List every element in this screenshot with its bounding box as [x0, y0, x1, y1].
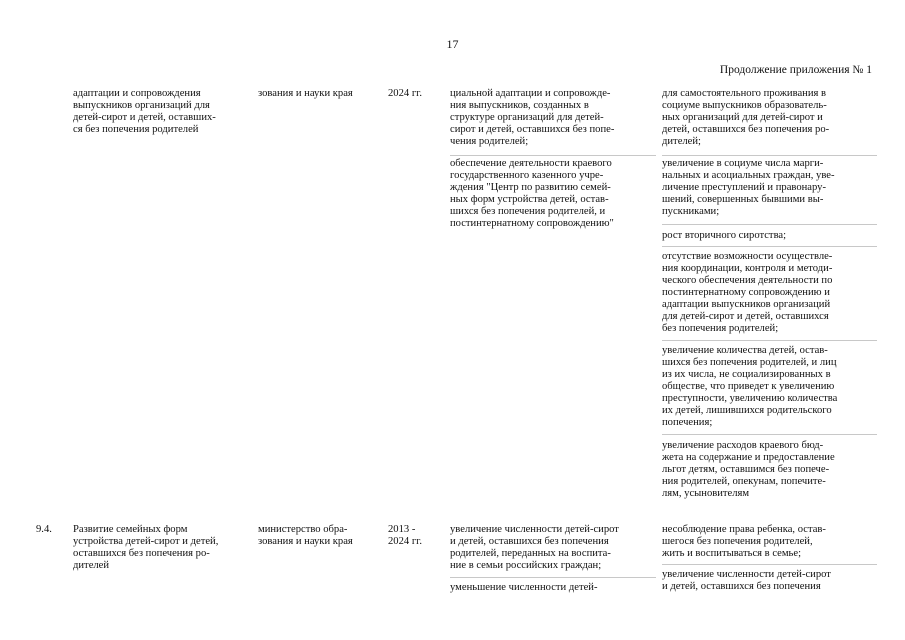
row1-name: [73, 88, 253, 136]
row2-result-item: увеличение численности детей-сирот и детей, оставшихся без попечения родителей, переданных на воспита- ние в семьи российских граждан;: [450, 524, 619, 571]
row1-name-text: адаптации и сопровождения выпускников организаций для детей-сирот и детей, оставших- ся без попечения родителей: [73, 88, 216, 135]
divider: [662, 564, 877, 565]
divider: [662, 155, 877, 156]
divider: [662, 246, 877, 247]
row1-risks: [662, 88, 877, 508]
row2-result-item: уменьшение численности детей-: [450, 582, 598, 593]
row1-results: [450, 88, 656, 248]
page-number: 17: [446, 37, 459, 51]
divider: [662, 224, 877, 225]
divider: [662, 434, 877, 435]
row1-risk-item: увеличение расходов краевого бюд- жета на содержание и предоставление льгот детям, оставшимся без попече- ния родителей, опекунам, попечите- лям, усыновителям: [662, 440, 835, 499]
row2-risks: [662, 524, 877, 634]
row2-name: [73, 524, 253, 572]
row1-risk-item: увеличение количества детей, остав- шихся без попечения родителей, и лиц из их числа, не социализированных в обществе, что приведет к увеличению преступности, увеличению количества их детей, лишившихся родительского попечения;: [662, 345, 838, 428]
row1-result-item: циальной адаптации и сопровожде- ния выпускников, созданных в структуре организаций для детей- сирот и детей, оставшихся без попе- чения родителей;: [450, 88, 615, 147]
row2-number: 9.4.: [36, 524, 52, 535]
row2-risk-item: несоблюдение права ребенка, остав- шегося без попечения родителей, жить и воспитываться в семье;: [662, 524, 826, 559]
divider: [450, 155, 656, 156]
row2-term: 2013 - 2024 гг.: [388, 524, 422, 547]
row1-risk-item: рост вторичного сиротства;: [662, 230, 787, 241]
row1-risk-item: для самостоятельного проживания в социуме выпускников образователь- ных организаций для детей-сирот и детей, оставшихся без попечения ро- дителей;: [662, 88, 830, 147]
row2-executor: министерство обра- зования и науки края: [258, 524, 353, 547]
row1-term: 2024 гг.: [388, 88, 422, 99]
row1-risk-item: отсутствие возможности осуществле- ния координации, контроля и методи- ческого обеспечения деятельности по постинтернатному сопровождению и адаптации выпускников организаций для детей-сирот и детей, оставшихся без попечения родителей;: [662, 251, 833, 334]
row2-name-text: Развитие семейных форм устройства детей-сирот и детей, оставшихся без попечения ро- дителей: [73, 524, 219, 571]
divider: [662, 340, 877, 341]
divider: [450, 577, 656, 578]
row1-risk-item: увеличение в социуме числа марги- нальных и асоциальных граждан, уве- личение преступлений и правонару- шений, совершенных бывшими вы- пускниками;: [662, 158, 835, 217]
row1-executor: зования и науки края: [258, 88, 353, 99]
row2-results: [450, 524, 656, 634]
continuation-label: Продолжение приложения № 1: [719, 64, 872, 76]
row2-risk-item: увеличение численности детей-сирот и детей, оставшихся без попечения: [662, 569, 831, 592]
row1-result-item: обеспечение деятельности краевого государственного казенного учре- ждения "Центр по развитию семей- ных форм устройства детей, остав- шихся без попечения родителей, и постинтернатному сопровождению": [450, 158, 614, 229]
